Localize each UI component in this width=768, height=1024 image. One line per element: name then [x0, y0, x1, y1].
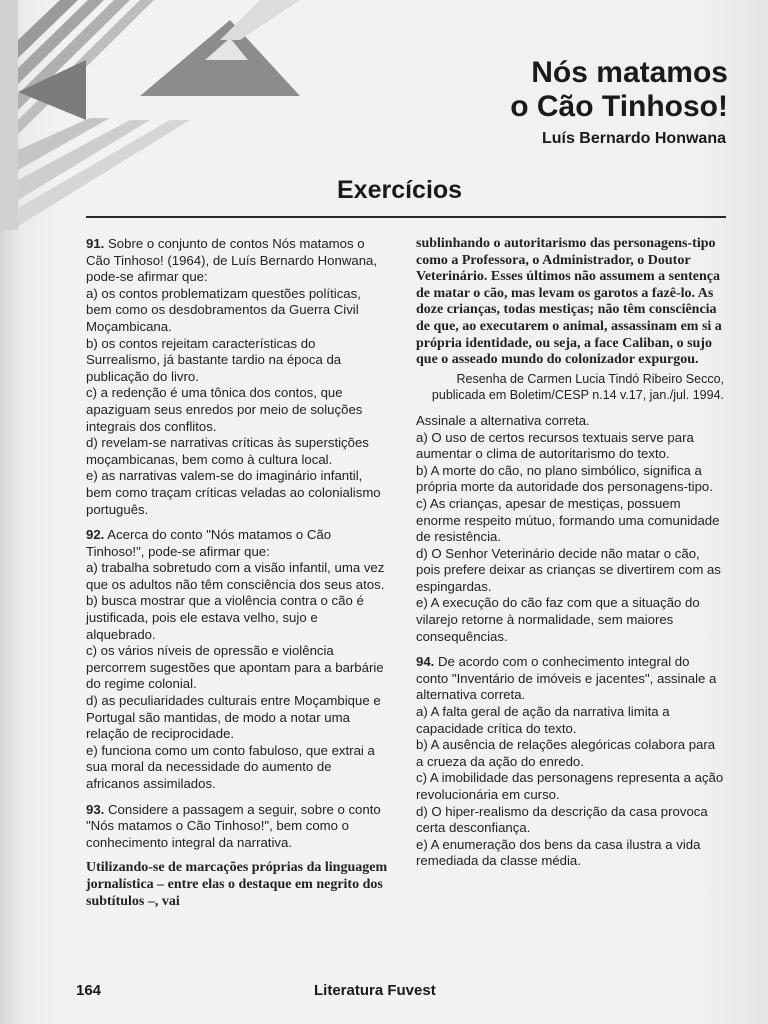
option-94-d: d) O hiper-realismo da descrição da casa provoca certa desconfiança.: [416, 803, 708, 836]
quote-citation: Resenha de Carmen Lucia Tindó Ribeiro Secco, publicada em Boletim/CESP n.14 v.17, jan./jul. 1994.: [431, 371, 724, 403]
book-title: Literatura Fuvest: [314, 982, 436, 999]
question-92: [86, 527, 388, 560]
option-93-c: c) As crianças, apesar de mestiças, possuem enorme respeito mútuo, formando uma comunidade de resistência.: [416, 495, 720, 545]
option-91-e: e) as narrativas valem-se do imaginário infantil, bem como traçam críticas veladas ao colonialismo português.: [86, 468, 381, 517]
question-prompt: Sobre o conjunto de contos Nós matamos o Cão Tinhoso! (1964), de Luís Bernardo Honwana, pode-se afirmar que:: [86, 236, 378, 285]
option-93-b: b) A morte do cão, no plano simbólico, significa a própria morte da autoridade dos personagens-tipo.: [416, 462, 713, 495]
option-91-c: c) a redenção é uma tônica dos contos, que apaziguam seus enredos por meio de soluções integrais dos conflitos.: [86, 385, 363, 434]
chapter-title-line-1: Nós matamos: [531, 56, 728, 89]
quote-text-start: Utilizando-se de marcações próprias da linguagem jornalística – entre elas o destaque em negrito dos subtítulos –, vai: [86, 860, 388, 909]
option-92-e: e) funciona como um conto fabuloso, que extrai a sua moral da necessidade do aumento de africanos assimilados.: [86, 742, 375, 791]
question-91: [86, 236, 388, 286]
question-number: 93.: [86, 801, 105, 817]
option-91-b: b) os contos rejeitam características do Surrealismo, já bastante tardio na época da publicação do livro.: [86, 335, 342, 384]
quote-text-end: sublinhando o autoritarismo das personagens-tipo como a Professora, o Administrador, o Doutor Veterinário. Esses últimos não assumem a sentença de matar o cão, mas levam os garotos a fazê-lo. As doze crianças, todas mestiças; não têm consciência de que, ao executarem o animal, assassinam em si a própria identidade, ou seja, a face Caliban, o sujo que o asseado mundo do colonizador expurgou.: [416, 236, 722, 368]
option-94-b: b) A ausência de relações alegóricas colabora para a crueza da ação do enredo.: [416, 737, 716, 769]
left-column: [86, 236, 388, 910]
question-prompt: Considere a passagem a seguir, sobre o conto "Nós matamos o Cão Tinhoso!", bem como o conhecimento integral da narrativa.: [86, 801, 381, 850]
question-93-instruction: Assinale a alternativa correta.: [416, 412, 590, 428]
option-94-e: e) A enumeração dos bens da casa ilustra a vida remediada da classe média.: [416, 836, 701, 869]
question-93: [86, 802, 388, 852]
option-92-b: b) busca mostrar que a violência contra o cão é justificada, pois ele estava velho, sujo e alquebrado.: [86, 593, 364, 642]
question-94: [416, 654, 724, 704]
option-92-a: a) trabalha sobretudo com a visão infantil, uma vez que os adultos não têm consciência dos seus atos.: [86, 560, 385, 592]
author-name: Luís Bernardo Honwana: [541, 130, 726, 147]
option-92-c: c) os vários níveis de opressão e violência percorrem sugestões que apontam para a barbárie do regime colonial.: [86, 643, 384, 692]
page-number: 164: [76, 982, 102, 999]
header-divider: [86, 216, 726, 218]
question-number: 92.: [86, 527, 105, 543]
option-94-c: c) A imobilidade das personagens representa a ação revolucionária em curso.: [416, 770, 724, 802]
chapter-title: [510, 56, 728, 124]
option-93-e: e) A execução do cão faz com que a situação do vilarejo retorne à normalidade, sem maiores consequências.: [416, 595, 700, 644]
option-93-a: a) O uso de certos recursos textuais serve para aumentar o clima de autoritarismo do texto.: [416, 429, 694, 462]
option-92-d: d) as peculiaridades culturais entre Moçambique e Portugal são mantidas, de modo a notar uma relação de reciprocidade.: [86, 693, 381, 742]
option-94-a: a) A falta geral de ação da narrativa limita a capacidade crítica do texto.: [416, 704, 670, 736]
chapter-title-line-2: o Cão Tinhoso!: [510, 90, 728, 123]
question-prompt: De acordo com o conhecimento integral do conto "Inventário de imóveis e jacentes", assinale a alternativa correta.: [416, 654, 717, 703]
section-title: Exercícios: [337, 176, 463, 204]
question-number: 91.: [86, 236, 105, 251]
right-column: [416, 236, 724, 870]
option-91-d: d) revelam-se narrativas críticas às superstições moçambicanas, bem como à cultura local.: [86, 435, 369, 467]
option-91-a: a) os contos problematizam questões políticas, bem como os desdobramentos da Guerra Civil Moçambicana.: [86, 285, 361, 334]
question-prompt: Acerca do conto "Nós matamos o Cão Tinhoso!", pode-se afirmar que:: [86, 527, 332, 559]
option-93-d: d) O Senhor Veterinário decide não matar o cão, pois prefere deixar as crianças se divertirem com as espingardas.: [416, 545, 721, 594]
question-number: 94.: [416, 654, 435, 670]
decorative-stripes-graphic: [0, 0, 360, 230]
